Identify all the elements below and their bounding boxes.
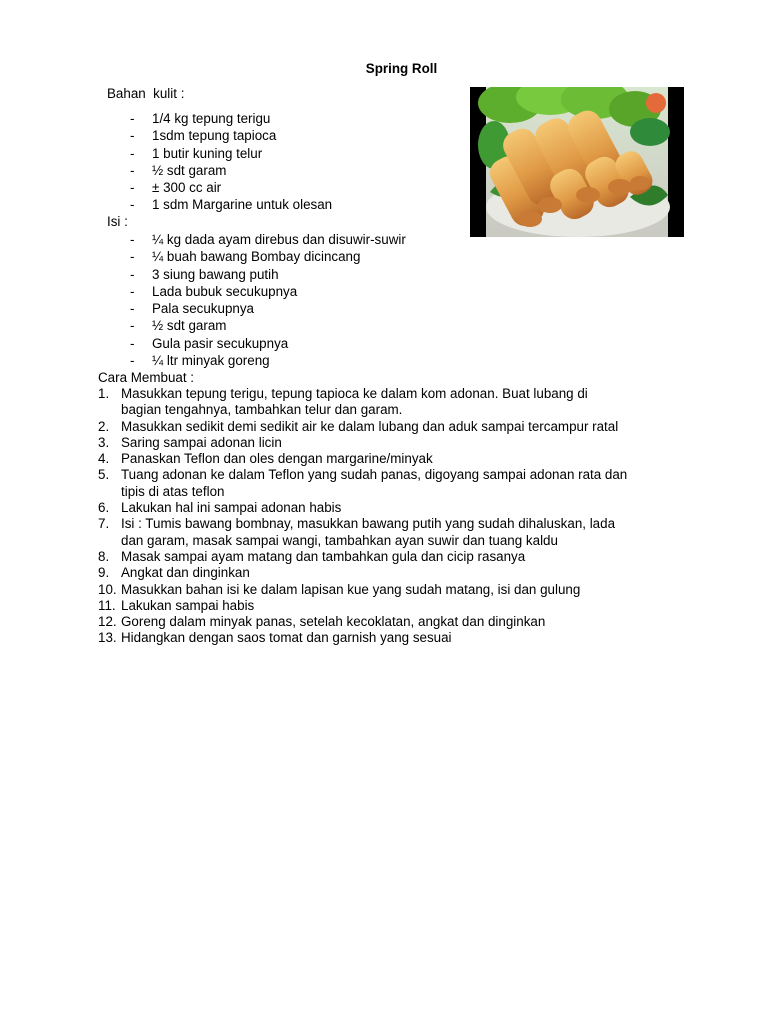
isi-item-text: ¼ ltr minyak goreng (152, 353, 270, 369)
bahan-kulit-item-text: 1/4 kg tepung terigu (152, 111, 271, 126)
step-item (0, 549, 721, 565)
isi-item-text: Lada bubuk secukupnya (152, 283, 298, 299)
step-text (121, 500, 721, 516)
bullet-dash: - (130, 301, 135, 317)
step-item (0, 435, 721, 451)
step-text-line: Tuang adonan ke dalam Teflon yang sudah panas, digoyang sampai adonan rata dan (121, 467, 628, 483)
bahan-kulit-item-text: ± 300 cc air (152, 180, 222, 196)
isi-item-text: ¼ buah bawang Bombay dicincang (152, 249, 361, 265)
isi-item-text: Gula pasir secukupnya (152, 335, 289, 351)
step-text (121, 630, 721, 646)
step-text-line: Masukkan tepung terigu, tepung tapioca ke dalam kom adonan. Buat lubang di (121, 386, 588, 401)
bullet-dash: - (130, 283, 135, 299)
isi-label: Isi : (107, 214, 128, 229)
bullet-dash: - (130, 249, 135, 265)
step-number: 5. (98, 467, 110, 483)
bullet-dash: - (130, 111, 135, 126)
step-number: 4. (98, 451, 110, 467)
step-item (0, 614, 721, 630)
step-item (0, 630, 721, 646)
step-item (0, 451, 721, 467)
bahan-kulit-item-text: 1 butir kuning telur (152, 145, 263, 161)
step-number: 13. (98, 630, 117, 646)
step-text (121, 467, 721, 500)
step-text-line: bagian tengahnya, tambahkan telur dan garam. (121, 402, 403, 418)
bahan-kulit-item-text: ½ sdt garam (152, 162, 227, 178)
step-text (121, 598, 721, 614)
bullet-dash: - (130, 180, 135, 196)
bahan-kulit-item-text: 1 sdm Margarine untuk olesan (152, 197, 333, 213)
step-number: 11. (98, 597, 116, 613)
isi-item-text: 3 siung bawang putih (152, 266, 279, 282)
step-text-line: Saring sampai adonan licin (121, 434, 282, 450)
step-text (121, 582, 721, 598)
cara-membuat-label: Cara Membuat : (98, 370, 195, 385)
step-item (0, 598, 721, 614)
step-item (0, 467, 721, 500)
bahan-kulit-label: Bahan kulit : (107, 86, 185, 101)
step-text-line: Panaskan Teflon dan oles dengan margarine/minyak (121, 451, 433, 467)
step-item (0, 516, 721, 549)
bullet-dash: - (130, 266, 135, 282)
bahan-kulit-item-text: 1sdm tepung tapioca (152, 128, 277, 144)
bullet-dash: - (130, 145, 135, 161)
bullet-dash: - (130, 335, 135, 351)
step-text-line: Isi : Tumis bawang bombnay, masukkan bawang putih yang sudah dihaluskan, lada (121, 516, 616, 532)
bullet-dash: - (130, 353, 135, 369)
isi-item-text: Pala secukupnya (152, 301, 254, 317)
step-number: 3. (98, 434, 110, 450)
step-number: 1. (98, 386, 110, 401)
step-item (0, 386, 721, 419)
recipe-title: Spring Roll (365, 61, 438, 76)
bullet-dash: - (130, 197, 135, 213)
step-text-line: Masukkan sedikit demi sedikit air ke dalam lubang dan aduk sampai tercampur ratal (121, 418, 619, 434)
step-text-line: Lakukan sampai habis (121, 597, 255, 613)
step-number: 9. (98, 565, 110, 581)
step-number: 7. (98, 516, 110, 532)
step-text (121, 451, 721, 467)
bullet-dash: - (130, 162, 135, 178)
isi-item-text: ½ sdt garam (152, 318, 227, 334)
step-item (0, 582, 721, 598)
step-text-line: dan garam, masak sampai wangi, tambahkan ayan suwir dan tuang kaldu (121, 532, 558, 548)
step-text (121, 614, 721, 630)
step-item (0, 500, 721, 516)
step-number: 6. (98, 500, 110, 516)
spring-roll-photo (470, 87, 684, 237)
step-number: 8. (98, 548, 110, 564)
step-text (121, 386, 721, 419)
step-number: 2. (98, 418, 110, 434)
step-text-line: Hidangkan dengan saos tomat dan garnish yang sesuai (121, 630, 452, 646)
step-text-line: Goreng dalam minyak panas, setelah kecoklatan, angkat dan dinginkan (121, 614, 546, 630)
step-text-line: Lakukan hal ini sampai adonan habis (121, 500, 342, 516)
step-text-line: Masukkan bahan isi ke dalam lapisan kue yang sudah matang, isi dan gulung (121, 581, 581, 597)
step-text (121, 516, 721, 549)
bullet-dash: - (130, 318, 135, 334)
step-text (121, 419, 721, 435)
isi-item-text: ¼ kg dada ayam direbus dan disuwir-suwir (152, 232, 406, 247)
step-text-line: tipis di atas teflon (121, 483, 225, 499)
step-text-line: Masak sampai ayam matang dan tambahkan gula dan cicip rasanya (121, 548, 526, 564)
step-text-line: Angkat dan dinginkan (121, 565, 250, 581)
bullet-dash: - (130, 232, 135, 247)
step-item (0, 419, 721, 435)
step-number: 12. (98, 614, 117, 630)
step-text (121, 549, 721, 565)
bullet-dash: - (130, 128, 135, 144)
step-text (121, 435, 721, 451)
step-text (121, 565, 721, 581)
step-item (0, 565, 721, 581)
steps-list (0, 386, 721, 647)
step-number: 10. (98, 581, 117, 597)
